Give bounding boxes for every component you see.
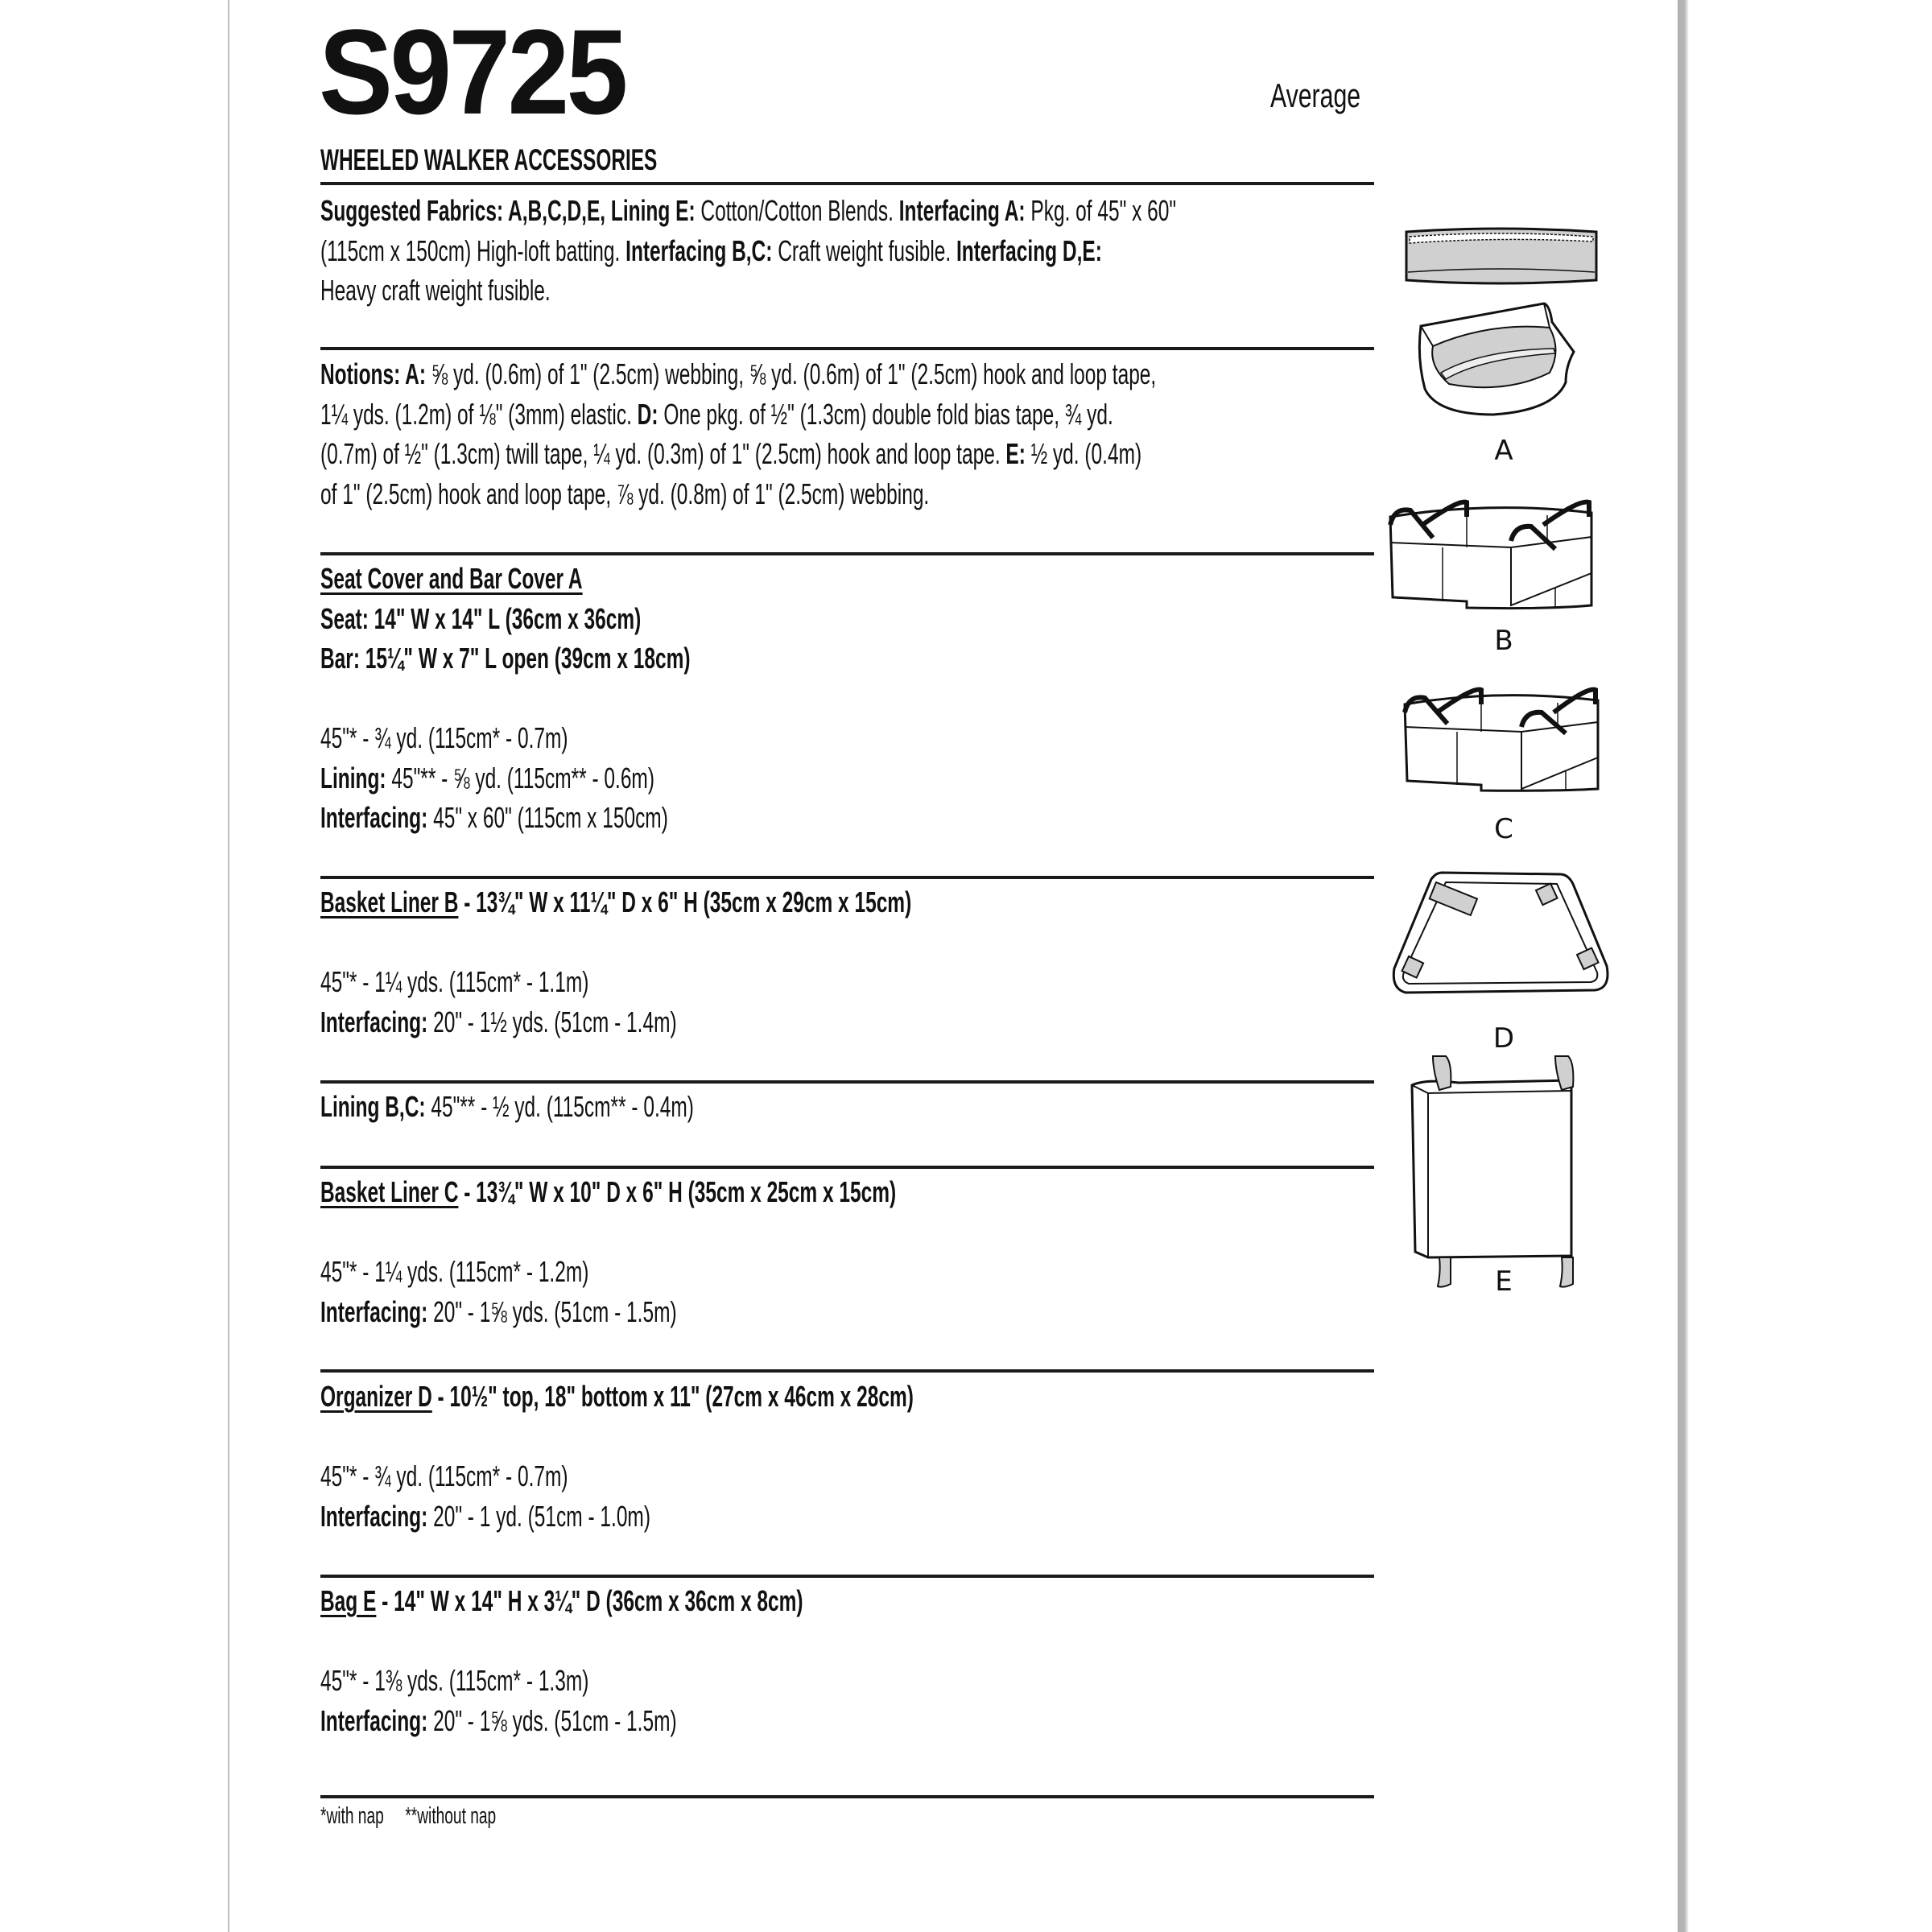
bold-label: Notions: A: [320, 357, 431, 390]
interfacing-yardage: 20" - 1⅝ yds. (51cm - 1.5m) [433, 1703, 677, 1737]
section-title: Seat Cover and Bar Cover A [320, 562, 583, 595]
divider [320, 1369, 1374, 1373]
pattern-title: WHEELED WALKER ACCESSORIES [320, 143, 658, 176]
section-dimensions: - 13¾" W x 11¼" D x 6" H (35cm x 29cm x 15cm) [458, 886, 912, 919]
text-run: Craft weight fusible. [778, 233, 956, 267]
suggested-fabrics-line [320, 270, 1375, 311]
view-label-b: B [1494, 625, 1513, 657]
fabric-yardage: 45"* - 1⅜ yds. (115cm* - 1.3m) [320, 1664, 589, 1697]
fabric-yardage: 45"* - 1¼ yds. (115cm* - 1.1m) [320, 965, 589, 998]
divider [320, 552, 1374, 555]
without-nap-note: **without nap [405, 1803, 497, 1829]
section-organizer-d: Organizer D - 10½" top, 18" bottom x 11" (27cm x 46cm x 28cm) 45"* - ¾ yd. (115cm* - 0.7m) Interfacing: 20" - 1 yd. (51cm - 1.0m) [320, 1380, 914, 1533]
notions-line [320, 354, 1375, 394]
page-left-border [228, 0, 229, 1932]
divider [320, 1575, 1374, 1578]
interfacing-yardage: 20" - 1½ yds. (51cm - 1.4m) [433, 1005, 677, 1038]
footnote [320, 1803, 587, 1830]
suggested-fabrics-line [320, 231, 1375, 271]
bar-dimensions: Bar: 15¼" W x 7" L open (39cm x 18cm) [320, 642, 691, 675]
view-label-a: A [1494, 435, 1513, 467]
seat-dimensions: Seat: 14" W x 14" L (36cm x 36cm) [320, 601, 642, 635]
section-title: Basket Liner C [320, 1175, 459, 1208]
view-label-e: E [1495, 1265, 1513, 1298]
divider [320, 182, 1374, 185]
divider [320, 347, 1374, 350]
bold-label: Suggested Fabrics: A,B,C,D,E, Lining E: [320, 194, 701, 227]
text-run: Heavy craft weight fusible. [320, 274, 551, 307]
divider [320, 1080, 1374, 1084]
suggested-fabrics-line [320, 191, 1375, 231]
text-run: (0.7m) of ½" (1.3cm) twill tape, ¼ yd. (0.3m) of 1" (2.5cm) hook and loop tape. [320, 437, 1006, 470]
seat-cover-icon [1417, 302, 1586, 419]
section-dimensions: - 14" W x 14" H x 3¼" D (36cm x 36cm x 8cm) [376, 1584, 803, 1617]
bold-label: Interfacing D,E: [956, 233, 1102, 267]
text-run: ½ yd. (0.4m) [1030, 437, 1142, 470]
page-right-border [1678, 0, 1689, 1932]
section-basket-liner-c: Basket Liner C - 13¾" W x 10" D x 6" H (35cm x 25cm x 15cm) 45"* - 1¼ yds. (115cm* - 1.2m) Interfacing: 20" - 1⅝ yds. (51cm - 1.5m) [320, 1175, 897, 1328]
text-run: Pkg. of 45" x 60" [1030, 194, 1177, 227]
text-run: Cotton/Cotton Blends. [700, 194, 899, 227]
lining-yardage: 45"** - ½ yd. (115cm** - 0.4m) [431, 1090, 694, 1123]
notions-line [320, 394, 1375, 435]
basket-liner-b-icon [1386, 493, 1600, 613]
fabric-yardage: 45"* - 1¼ yds. (115cm* - 1.2m) [320, 1255, 589, 1288]
bold-label: E: [1005, 437, 1031, 470]
lining-yardage: 45"** - ⅝ yd. (115cm** - 0.6m) [391, 761, 654, 795]
text-run: (115cm x 150cm) High-loft batting. [320, 233, 626, 267]
view-label-d: D [1492, 1022, 1515, 1055]
section-title: Organizer D [320, 1380, 432, 1413]
bold-label: Interfacing B,C: [625, 233, 778, 267]
section-basket-liner-b: Basket Liner B - 13¾" W x 11¼" D x 6" H (35cm x 29cm x 15cm) 45"* - 1¼ yds. (115cm* - 1.1m) Interfacing: 20" - 1½ yds. (51cm - 1.4m) [320, 886, 912, 1038]
bold-label: D: [637, 397, 664, 431]
section-seat-bar-cover-a: Seat Cover and Bar Cover A Seat: 14" W x 14" L (36cm x 36cm) Bar: 15¼" W x 7" L open (39cm x 18cm) 45"* - ¾ yd. (115cm* - 0.7m) Lining: 45"** - ⅝ yd. (115cm** - 0.6m) Interfacing: 45" x 60" (115cm x 150cm) [320, 562, 691, 834]
section-lining-bc: Lining B,C: 45"** - ½ yd. (115cm** - 0.4m) [320, 1090, 694, 1123]
fabric-yardage: 45"* - ¾ yd. (115cm* - 0.7m) [320, 721, 568, 754]
interfacing-yardage: 20" - 1 yd. (51cm - 1.0m) [433, 1499, 650, 1533]
divider [320, 876, 1374, 879]
section-title: Basket Liner B [320, 886, 459, 919]
section-dimensions: - 10½" top, 18" bottom x 11" (27cm x 46cm x 28cm) [431, 1380, 914, 1413]
bold-label: Interfacing A: [898, 194, 1031, 227]
suggested-fabrics [320, 191, 1375, 311]
bar-cover-icon [1405, 225, 1598, 290]
text-run: of 1" (2.5cm) hook and loop tape, ⅞ yd. (0.8m) of 1" (2.5cm) webbing. [320, 477, 930, 510]
with-nap-note: *with nap [320, 1803, 384, 1829]
basket-liner-c-icon [1401, 680, 1602, 797]
organizer-d-icon [1389, 868, 1611, 998]
notions-line [320, 474, 1375, 514]
text-run: One pkg. of ½" (1.3cm) double fold bias tape, ¾ yd. [663, 397, 1113, 431]
notions [320, 354, 1375, 514]
interfacing-yardage: 20" - 1⅝ yds. (51cm - 1.5m) [433, 1294, 677, 1328]
section-title: Bag E [320, 1584, 377, 1617]
view-label-c: C [1494, 813, 1513, 845]
divider [320, 1166, 1374, 1169]
bag-e-icon [1410, 1055, 1591, 1288]
text-run: ⅝ yd. (0.6m) of 1" (2.5cm) webbing, ⅝ yd. (0.6m) of 1" (2.5cm) hook and loop tape, [431, 357, 1157, 390]
interfacing-yardage: 45" x 60" (115cm x 150cm) [433, 801, 668, 834]
text-run: 1¼ yds. (1.2m) of ⅛" (3mm) elastic. [320, 397, 638, 431]
section-bag-e: Bag E - 14" W x 14" H x 3¼" D (36cm x 36cm x 8cm) 45"* - 1⅜ yds. (115cm* - 1.3m) Interfacing: 20" - 1⅝ yds. (51cm - 1.5m) [320, 1584, 803, 1737]
pattern-number: S9725 [319, 4, 625, 139]
section-dimensions: - 13¾" W x 10" D x 6" H (35cm x 25cm x 15cm) [458, 1175, 897, 1208]
notions-line [320, 434, 1375, 474]
fabric-yardage: 45"* - ¾ yd. (115cm* - 0.7m) [320, 1459, 568, 1492]
divider [320, 1795, 1374, 1798]
difficulty-level: Average [1270, 76, 1361, 114]
